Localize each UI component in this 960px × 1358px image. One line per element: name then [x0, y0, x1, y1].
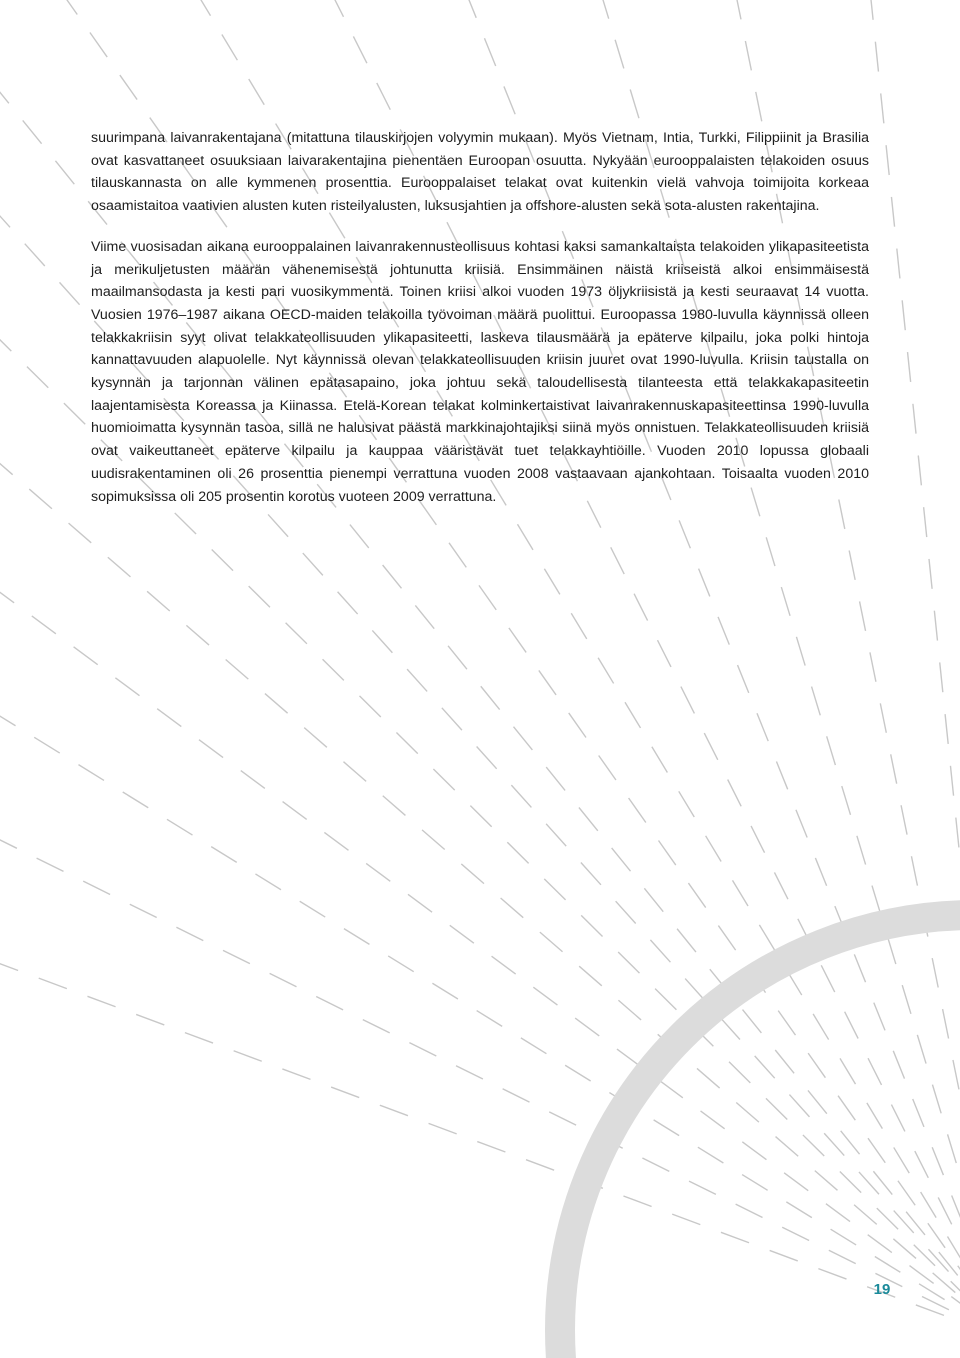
body-text [91, 127, 869, 508]
dashed-ray-8 [0, 960, 960, 1340]
dashed-ray-6 [0, 710, 960, 1340]
page-number: 19 [873, 1281, 891, 1298]
paragraph-2: Viime vuosisadan aikana eurooppalainen laivanrakennusteollisuus kohtasi kaksi samankaltaista telakoiden ylikapasiteetista ja merikuljetusten määrän vähenemisestä johtunutta kriisiä. Ensimmäinen näistä kriiseistä alkoi ensimmäisestä maailmansodasta ja kesti pari vuosikymmentä. Toinen kriisi alkoi vuoden 1973 öljykriisistä ja kesti seuraavat 14 vuotta. Vuosien 1976–1987 aikana OECD-maiden telakoilla työvoiman määrä puolittui. Euroopassa 1980-luvulla käynnissä olleen telakkakriisin syyt olivat telakkateollisuuden ylikapasiteetti, laskeva tilausmäärä ja epäterve kilpailu, joka polki hintoja kannattavuuden alapuolelle. Nyt käynnissä olevan telakkateollisuuden kriisin juuret ovat 1990-luvulla. Kriisin taustalla on kysynnän ja tarjonnan välinen epätasapaino, joka johtuu sekä taloudellisesta tilanteesta että telakkakapasiteetin laajentamisesta Koreassa ja Kiinassa. Etelä-Korean telakat kolminkertaistivat laivanrakennuskapasiteettinsa 1990-luvulla huomioimatta kysynnän tasoa, sillä ne halusivat päästä markkinajohtajiksi siinä myös onnistuen. Telakkateollisuuden kriisiä ovat vaikeuttaneet epäterve kilpailu ja kauppaa vääristävät tuet telakkayhtiöille. Vuoden 2010 lopussa globaali uudisrakentaminen oli 26 prosenttia pienempi verrattuna vuoden 2008 vastaavaan ajankohtaan. Toisaalta vuoden 2010 sopimuksissa oli 205 prosentin korotus vuoteen 2009 verrattuna. [91, 238, 869, 505]
dashed-ray-7 [0, 835, 960, 1340]
paragraph-1: suurimpana laivanrakentajana (mitattuna tilauskirjojen volyymin mukaan). Myös Vietnam, Intia, Turkki, Filippiinit ja Brasilia ovat kasvattaneet osuuksiaan laivarakentajina pienentäen Euroopan osuutta. Nykyään eurooppalaisten telakoiden osuus tilauskannasta on alle kymmenen prosenttia. Eurooppalaiset telakat ovat kuitenkin vielä vahvoja toimijoita korkeaa osaamistaitoa vaativien alusten kuten risteilyalusten, luksusjahtien ja offshore-alusten sekä sota-alusten rakentajina. [91, 130, 869, 215]
dashed-ray-15 [870, 0, 960, 1340]
